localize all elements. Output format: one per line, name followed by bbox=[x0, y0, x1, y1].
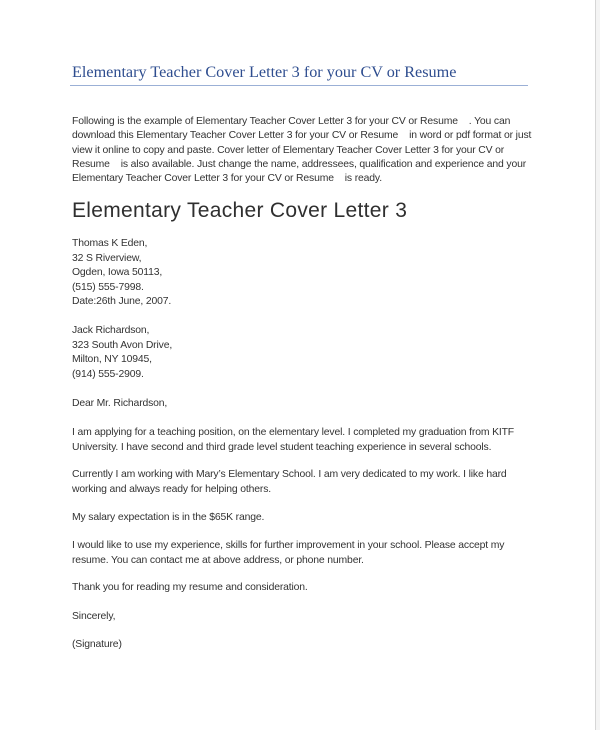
paragraph-line: Currently I am working with Mary’s Elementary School. I am very dedicated to my work. I like hard bbox=[72, 469, 507, 480]
salutation bbox=[72, 397, 542, 412]
sender-line: (515) 555-7998. bbox=[72, 281, 144, 293]
recipient-line: 323 South Avon Drive, bbox=[72, 339, 173, 351]
paragraph-5 bbox=[72, 581, 542, 596]
intro-line: Following is the example of Elementary Teacher Cover Letter 3 for your CV or Resume . You can bbox=[72, 116, 511, 127]
salutation-text: Dear Mr. Richardson, bbox=[72, 398, 168, 409]
paragraph-1 bbox=[72, 426, 542, 455]
paragraph-line: I would like to use my experience, skills for further improvement in your school. Please accept my bbox=[72, 540, 505, 551]
closing-text: Sincerely, bbox=[72, 611, 116, 622]
paragraph-line: I am applying for a teaching position, on the elementary level. I completed my graduation from KITF bbox=[72, 427, 514, 438]
recipient-address bbox=[72, 324, 542, 382]
paragraph-line: working and always ready for helping others. bbox=[72, 483, 272, 495]
title-underline bbox=[70, 85, 528, 86]
letter-heading: Elementary Teacher Cover Letter 3 bbox=[72, 199, 408, 222]
sender-address bbox=[72, 237, 542, 310]
paragraph-line: University. I have second and third grade level student teaching experience in several schools. bbox=[72, 441, 492, 453]
paragraph-4 bbox=[72, 539, 542, 568]
signature bbox=[72, 638, 542, 653]
intro-line: view it online to copy and paste. Cover letter of Elementary Teacher Cover Letter 3 for your CV or bbox=[72, 144, 505, 156]
recipient-line: (914) 555-2909. bbox=[72, 368, 144, 380]
paragraph-line: resume. You can contact me at above address, or phone number. bbox=[72, 554, 364, 566]
intro-line: download this Elementary Teacher Cover Letter 3 for your CV or Resume in word or pdf format or just bbox=[72, 130, 532, 142]
document-title: Elementary Teacher Cover Letter 3 for your CV or Resume bbox=[72, 63, 457, 81]
sender-date: Date:26th June, 2007. bbox=[72, 296, 172, 307]
closing bbox=[72, 610, 542, 625]
intro-line: Resume is also available. Just change the name, addressees, qualification and experience and your bbox=[72, 158, 527, 170]
paragraph-line: Thank you for reading my resume and consideration. bbox=[72, 582, 308, 593]
recipient-line: Jack Richardson, bbox=[72, 325, 150, 336]
intro-line: Elementary Teacher Cover Letter 3 for your CV or Resume is ready. bbox=[72, 173, 382, 185]
intro-paragraph bbox=[72, 115, 532, 186]
sender-line: Ogden, Iowa 50113, bbox=[72, 267, 163, 278]
paragraph-line: My salary expectation is in the $65K range. bbox=[72, 512, 265, 523]
sender-line: 32 S Riverview, bbox=[72, 252, 142, 264]
sender-line: Thomas K Eden, bbox=[72, 238, 148, 249]
paragraph-3 bbox=[72, 511, 542, 526]
paragraph-2 bbox=[72, 468, 542, 497]
signature-text: (Signature) bbox=[72, 639, 122, 650]
recipient-line: Milton, NY 10945, bbox=[72, 354, 152, 365]
